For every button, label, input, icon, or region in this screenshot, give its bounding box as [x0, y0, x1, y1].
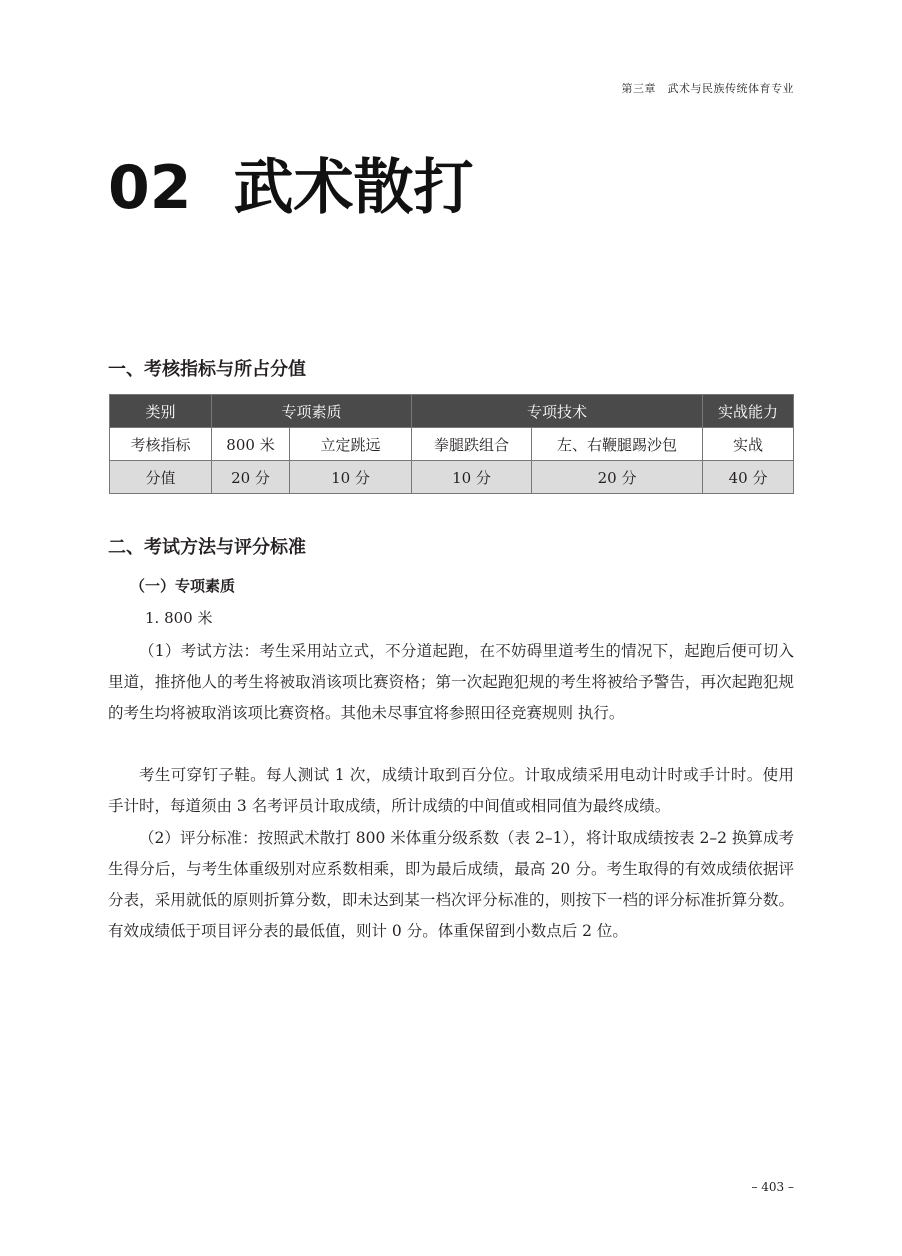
paragraph: （2）评分标准：按照武术散打 800 米体重分级系数（表 2–1），将计取成绩按表 2–2 换算成考生得分后，与考生体重级别对应系数相乘，即为最后成绩，最高 20 分。考生取得的有效成绩依据评分表，采用就低的原则折算分数，即未达到某一档次评分标准的，则按下一档的评分标准折算分数。有效成绩低于项目评分表的最低值，则计 0 分。体重保留到小数点后 2 位。: [108, 829, 794, 940]
page-number: – 403 –: [751, 1180, 794, 1194]
section-heading-indicators: 一、考核指标与所占分值: [108, 359, 306, 380]
chapter-title: [108, 148, 474, 228]
table-row: [110, 428, 794, 461]
score-table: [109, 394, 794, 494]
chapter-number: 02: [108, 153, 192, 223]
table-header-cell: 类别: [110, 395, 212, 428]
item-heading: 1. 800 米: [145, 609, 213, 627]
chapter-title-text: 武术散打: [233, 153, 474, 223]
table-header-row: [110, 395, 794, 428]
table-header-cell: 专项素质: [212, 395, 412, 428]
table-cell: 立定跳远: [290, 428, 412, 461]
table-cell: 拳腿跌组合: [412, 428, 532, 461]
table-header-cell: 专项技术: [412, 395, 703, 428]
table-cell: 20 分: [212, 461, 290, 494]
table-cell: 考核指标: [110, 428, 212, 461]
section-heading-methods: 二、考试方法与评分标准: [108, 537, 306, 558]
table-cell: 分值: [110, 461, 212, 494]
table-cell: 10 分: [412, 461, 532, 494]
table-header-cell: 实战能力: [703, 395, 794, 428]
table-cell: 10 分: [290, 461, 412, 494]
table-cell: 20 分: [532, 461, 703, 494]
sub-heading: （一）专项素质: [130, 577, 236, 595]
paragraph: 考生可穿钉子鞋。每人测试 1 次，成绩计取到百分位。计取成绩采用电动计时或手计时。使用手计时，每道须由 3 名考评员计取成绩，所计成绩的中间值或相同值为最终成绩。: [108, 766, 794, 815]
paragraph: （1）考试方法：考生采用站立式，不分道起跑，在不妨碍里道考生的情况下，起跑后便可切入里道，推挤他人的考生将被取消该项比赛资格；第一次起跑犯规的考生将被给予警告，再次起跑犯规的考生均将被取消该项比赛资格。其他未尽事宜将参照田径竞赛规则 执行。: [108, 642, 794, 722]
running-header: 第三章 武术与民族传统体育专业: [621, 82, 794, 95]
table-cell: 40 分: [703, 461, 794, 494]
table-cell: 800 米: [212, 428, 290, 461]
table-cell: 实战: [703, 428, 794, 461]
table-cell: 左、右鞭腿踢沙包: [532, 428, 703, 461]
table-row: [110, 461, 794, 494]
